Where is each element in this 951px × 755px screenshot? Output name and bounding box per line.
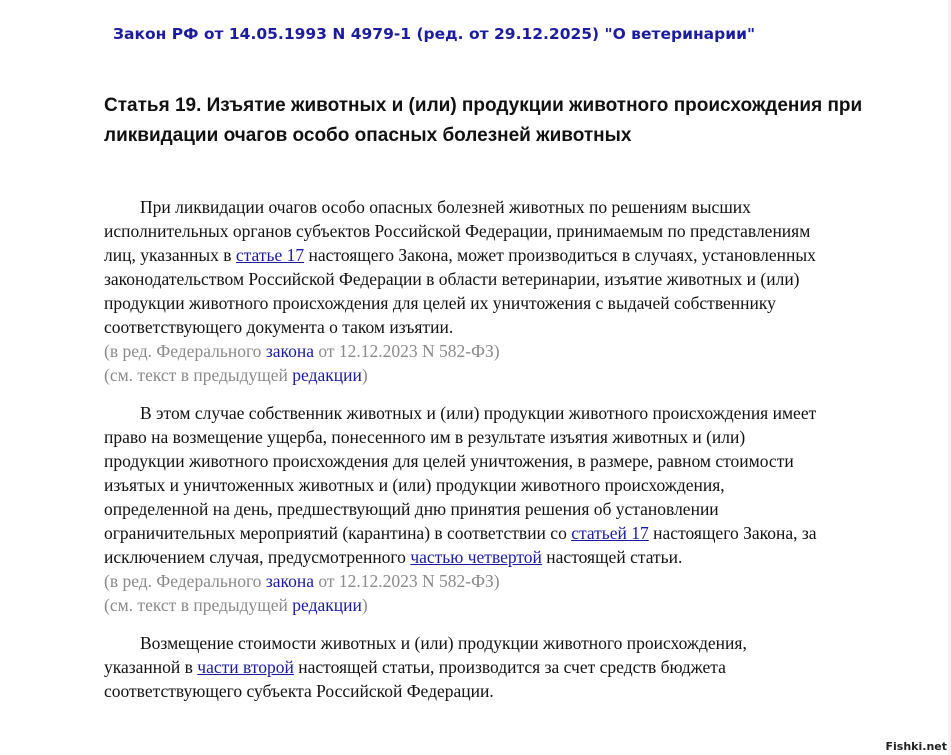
previous-edition-note — [104, 593, 934, 617]
article-heading-line: Статья 19. Изъятие животных и (или) продукции животного происхождения при — [104, 95, 863, 116]
revision-note — [104, 339, 934, 363]
paragraph-line: законодательством Российской Федерации в области ветеринарии, изъятие животных и (или) — [104, 269, 800, 289]
article-heading-line: ликвидации очагов особо опасных болезней животных — [104, 125, 632, 146]
federal-law-link[interactable]: закона — [265, 341, 314, 361]
previous-edition-link[interactable]: редакции — [292, 595, 362, 615]
paragraph-line — [104, 243, 934, 267]
article-heading — [104, 91, 924, 151]
paragraph-line: Возмещение стоимости животных и (или) продукции животного происхождения, — [140, 633, 747, 653]
text-segment: настоящей статьи. — [541, 547, 683, 567]
paragraph-line: исполнительных органов субъектов Российской Федерации, принимаемым по представлениям — [104, 221, 811, 241]
text-segment: настоящего Закона, может производиться в случаях, установленных — [304, 245, 816, 265]
text-segment: указанной в — [104, 657, 198, 677]
paragraph-line: изъятых и уничтоженных животных и (или) продукции животного происхождения, — [104, 475, 725, 495]
article-17-link[interactable]: статье 17 — [235, 245, 305, 265]
paragraph-line — [104, 655, 934, 679]
text-segment: ограничительных мероприятий (карантина) в соответствии со — [104, 523, 572, 543]
part-four-link[interactable]: частью четвертой — [410, 547, 542, 567]
text-segment: от 12.12.2023 N 582-ФЗ) — [314, 341, 500, 361]
text-segment: исключением случая, предусмотренного — [104, 547, 411, 567]
paragraph-line: При ликвидации очагов особо опасных болезней животных по решениям высших — [140, 197, 751, 217]
revision-note — [104, 569, 934, 593]
text-segment: лиц, указанных в — [104, 245, 236, 265]
text-segment: настоящей статьи, производится за счет средств бюджета — [293, 657, 726, 677]
paragraph-1 — [104, 195, 934, 387]
paragraph-line: определенной на день, предшествующий дню принятия решения об установлении — [104, 499, 719, 519]
paragraph-line: соответствующего субъекта Российской Федерации. — [104, 681, 494, 701]
paragraph-line: продукции животного происхождения для целей их уничтожения с выдачей собственнику — [104, 293, 776, 313]
text-segment: ) — [361, 595, 368, 615]
article-17-link[interactable]: статьей 17 — [571, 523, 649, 543]
paragraph-line — [104, 545, 934, 569]
part-two-link[interactable]: части второй — [197, 657, 294, 677]
text-segment: (в ред. Федерального — [104, 341, 266, 361]
watermark-logo: Fishki.net — [885, 740, 947, 753]
paragraph-3 — [104, 631, 934, 703]
paragraph-line: соответствующего документа о таком изъятии. — [104, 317, 454, 337]
previous-edition-note — [104, 363, 934, 387]
previous-edition-link[interactable]: редакции — [292, 365, 362, 385]
text-segment: настоящего Закона, за — [648, 523, 817, 543]
paragraph-line: продукции животного происхождения для целей уничтожения, в размере, равном стоимости — [104, 451, 794, 471]
text-segment: (см. текст в предыдущей — [104, 365, 293, 385]
federal-law-link[interactable]: закона — [265, 571, 314, 591]
law-title: Закон РФ от 14.05.1993 N 4979-1 (ред. от 29.12.2025) "О ветеринарии" — [113, 25, 756, 43]
paragraph-line: право на возмещение ущерба, понесенного им в результате изъятия животных и (или) — [104, 427, 746, 447]
paragraph-line — [104, 521, 934, 545]
text-segment: ) — [361, 365, 368, 385]
text-segment: (см. текст в предыдущей — [104, 595, 293, 615]
text-segment: от 12.12.2023 N 582-ФЗ) — [314, 571, 500, 591]
paragraph-line: В этом случае собственник животных и (или) продукции животного происхождения имеет — [140, 403, 817, 423]
text-segment: (в ред. Федерального — [104, 571, 266, 591]
paragraph-2 — [104, 401, 934, 617]
